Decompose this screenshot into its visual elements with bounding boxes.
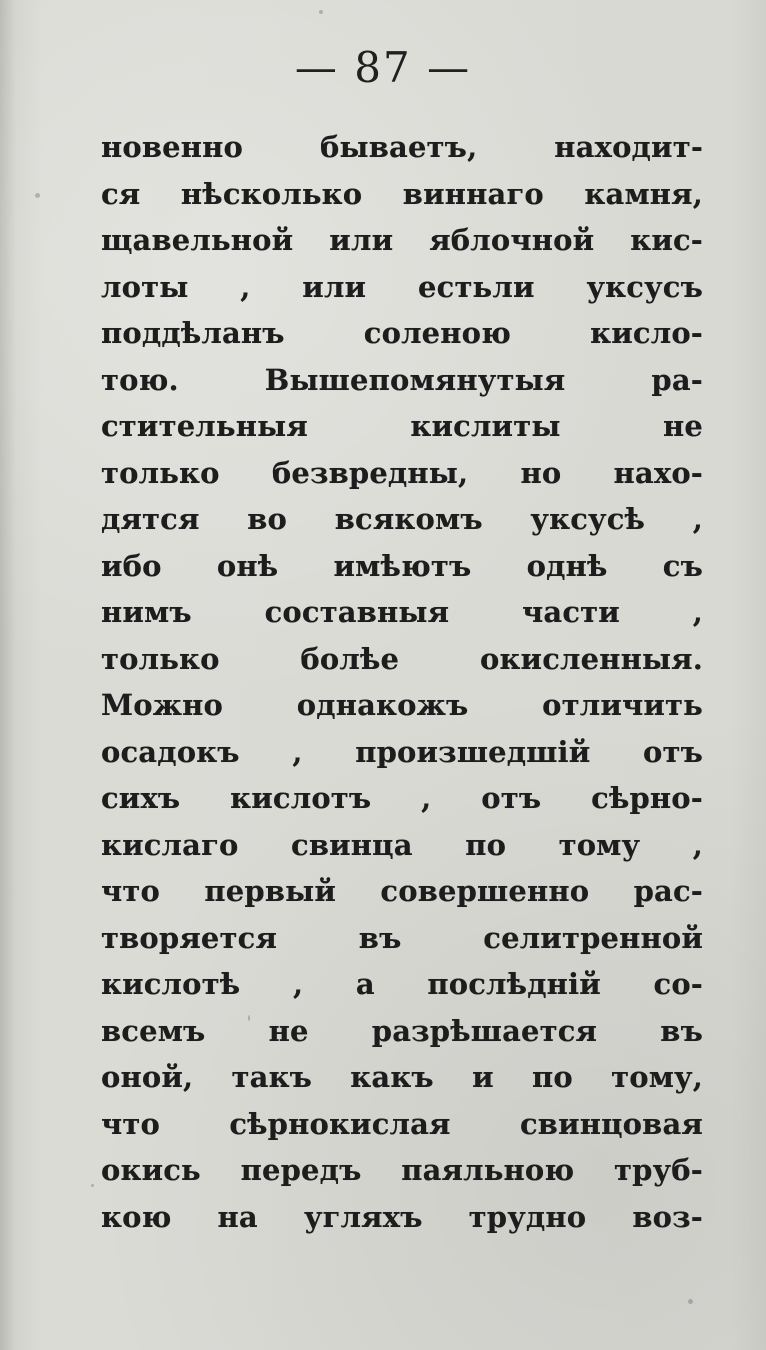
- text-line: кою на угляхъ трудно воз-: [101, 1199, 703, 1234]
- text-line: оной, такъ какъ и по тому,: [101, 1060, 703, 1094]
- paper-speck: [688, 1299, 693, 1304]
- text-line: кислаго свинца по тому ,: [101, 827, 703, 862]
- paper-speck: [319, 10, 323, 14]
- text-line: творяется въ селитренной: [101, 920, 703, 955]
- text-line: щавельной или яблочной кис-: [101, 223, 703, 257]
- text-line: сихъ кислотъ , отъ сѣрно-: [101, 781, 703, 815]
- text-line: окись передъ паяльною труб-: [101, 1153, 703, 1187]
- page-number: — 87 —: [294, 43, 472, 92]
- text-line: лоты , или естьли уксусъ: [101, 269, 703, 304]
- text-line: ибо онѣ имѣютъ однѣ съ: [101, 548, 703, 583]
- text-line: нимъ составныя части ,: [101, 595, 703, 629]
- text-line: кислотѣ , а послѣдній со-: [101, 967, 703, 1001]
- text-line: поддѣланъ соленою кисло-: [101, 316, 703, 350]
- text-line: осадокъ , произшедшій отъ: [101, 734, 703, 769]
- paper-speck: [35, 193, 40, 198]
- text-line: всемъ не разрѣшается въ: [101, 1013, 703, 1048]
- text-line: что сѣрнокислая свинцовая: [101, 1106, 703, 1141]
- text-line: тою. Вышепомянутыя ра-: [101, 362, 703, 397]
- text-line: Можно однакожъ отличить: [101, 688, 703, 722]
- body-text: [101, 124, 703, 1284]
- text-line: ся нѣсколько виннаго камня,: [101, 176, 703, 211]
- text-line: новенно бываетъ, находит-: [101, 130, 703, 164]
- text-line: что первый совершенно рас-: [101, 874, 703, 908]
- paper-speck: [91, 1184, 94, 1187]
- text-line: стительныя кислиты не: [101, 409, 703, 443]
- text-line: только безвредны, но нахо-: [101, 455, 703, 490]
- text-line: дятся во всякомъ уксусѣ ,: [101, 502, 703, 536]
- text-line: только болѣе окисленныя.: [101, 641, 703, 676]
